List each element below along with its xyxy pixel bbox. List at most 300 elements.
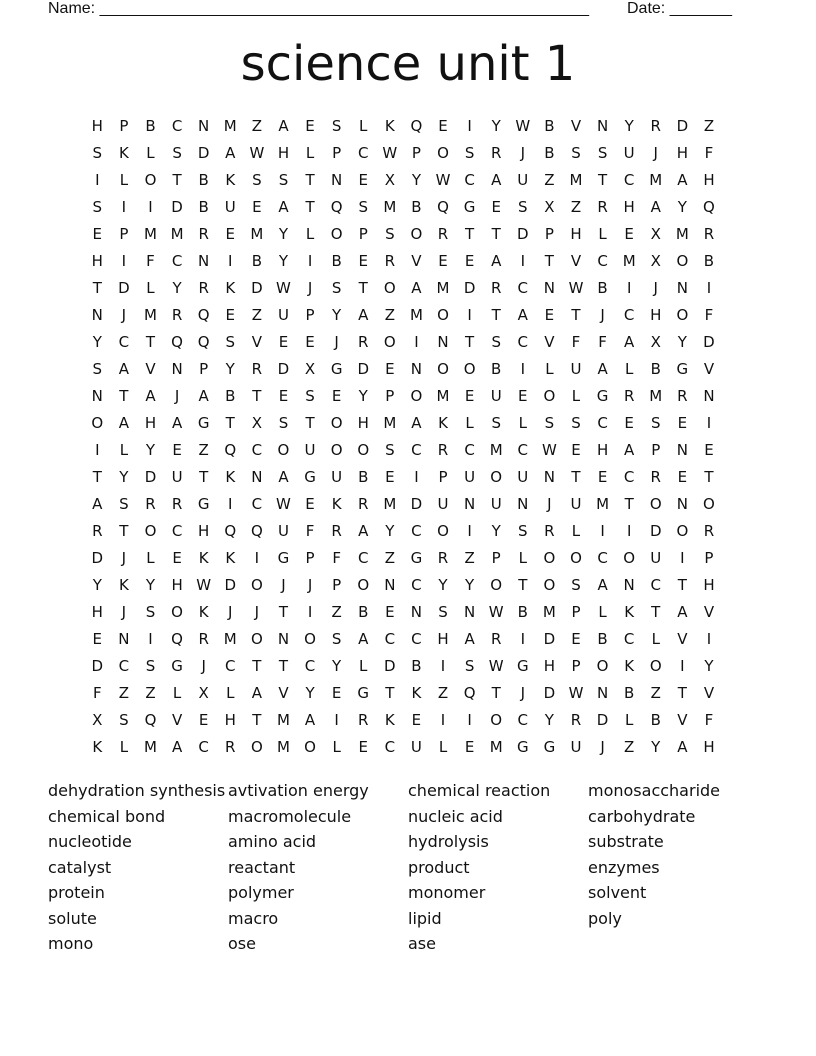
grid-letter[interactable]: H [543,657,556,675]
grid-letter[interactable]: U [437,495,449,513]
grid-letter[interactable]: R [490,630,502,648]
grid-letter[interactable]: R [490,279,502,297]
grid-letter[interactable]: P [385,387,395,405]
grid-letter[interactable]: T [252,387,262,405]
grid-letter[interactable]: S [92,360,103,378]
grid-letter[interactable]: G [277,549,290,567]
grid-letter[interactable]: F [704,144,714,162]
name-field[interactable]: Name: _______________________________________________________ [48,0,589,17]
grid-letter[interactable]: F [598,333,607,351]
grid-letter[interactable]: S [331,279,342,297]
grid-letter[interactable]: Y [491,522,501,540]
grid-letter[interactable]: R [677,387,688,405]
grid-letter[interactable]: R [623,387,635,405]
grid-letter[interactable]: N [703,387,715,405]
grid-letter[interactable]: G [330,360,343,378]
grid-letter[interactable]: O [570,549,582,567]
grid-letter[interactable]: Q [144,711,157,729]
grid-letter[interactable]: C [464,171,475,189]
grid-letter[interactable]: W [276,495,291,513]
grid-letter[interactable]: S [518,522,528,540]
grid-letter[interactable]: S [597,144,608,162]
grid-letter[interactable]: Q [171,630,183,648]
grid-letter[interactable]: A [650,198,661,216]
grid-letter[interactable]: T [385,684,395,702]
grid-letter[interactable]: D [91,657,104,675]
grid-letter[interactable]: E [92,225,103,243]
grid-letter[interactable]: I [307,603,313,621]
grid-letter[interactable]: B [358,603,369,621]
grid-letter[interactable]: Y [119,468,129,486]
grid-letter[interactable]: O [543,387,556,405]
grid-letter[interactable]: O [676,306,689,324]
grid-letter[interactable]: M [144,306,157,324]
grid-letter[interactable]: I [121,198,127,216]
grid-letter[interactable]: E [571,441,581,459]
grid-letter[interactable]: L [305,144,315,162]
grid-letter[interactable]: R [437,225,449,243]
grid-letter[interactable]: N [198,252,210,270]
grid-letter[interactable]: A [411,414,422,432]
grid-letter[interactable]: O [304,738,316,756]
grid-letter[interactable]: W [276,279,291,297]
grid-letter[interactable]: Q [250,522,263,540]
grid-letter[interactable]: Y [624,117,634,135]
grid-letter[interactable]: E [518,387,528,405]
grid-letter[interactable]: T [491,225,501,243]
grid-letter[interactable]: C [171,252,183,270]
grid-letter[interactable]: Y [544,711,554,729]
grid-letter[interactable]: I [307,252,313,270]
grid-letter[interactable]: E [464,387,475,405]
grid-letter[interactable]: I [706,414,712,432]
grid-letter[interactable]: Z [384,549,395,567]
grid-letter[interactable]: O [304,630,316,648]
grid-letter[interactable]: K [198,603,209,621]
grid-letter[interactable]: O [250,738,263,756]
grid-letter[interactable]: S [571,576,581,594]
grid-letter[interactable]: W [435,171,451,189]
grid-letter[interactable]: K [384,117,395,135]
grid-letter[interactable]: T [305,171,315,189]
grid-letter[interactable]: H [570,225,582,243]
grid-letter[interactable]: J [600,306,605,324]
grid-letter[interactable]: N [463,603,476,621]
grid-letter[interactable]: D [649,522,662,540]
grid-letter[interactable]: Z [198,441,209,459]
grid-letter[interactable]: O [410,387,423,405]
grid-letter[interactable]: E [305,495,315,513]
grid-letter[interactable]: T [491,306,501,324]
grid-letter[interactable]: M [383,198,397,216]
grid-letter[interactable]: L [146,549,155,567]
grid-letter[interactable]: D [596,711,609,729]
grid-letter[interactable]: M [144,225,157,243]
grid-letter[interactable]: U [277,306,289,324]
grid-letter[interactable]: N [331,171,343,189]
grid-letter[interactable]: I [520,360,526,378]
grid-letter[interactable]: G [596,387,609,405]
grid-letter[interactable]: A [517,306,528,324]
grid-letter[interactable]: X [304,360,316,378]
grid-letter[interactable]: R [544,522,555,540]
grid-letter[interactable]: T [252,711,262,729]
grid-letter[interactable]: O [490,711,503,729]
grid-letter[interactable]: G [197,495,210,513]
grid-letter[interactable]: I [626,522,632,540]
grid-letter[interactable]: O [277,441,290,459]
grid-letter[interactable]: A [358,630,369,648]
grid-letter[interactable]: I [440,657,446,675]
grid-letter[interactable]: A [278,198,289,216]
grid-letter[interactable]: Y [385,522,395,540]
grid-letter[interactable]: H [91,252,103,270]
grid-letter[interactable]: Q [171,333,183,351]
grid-letter[interactable]: D [197,144,210,162]
grid-letter[interactable]: E [464,738,475,756]
grid-letter[interactable]: M [409,306,423,324]
grid-letter[interactable]: P [651,441,661,459]
grid-letter[interactable]: Y [411,171,421,189]
grid-letter[interactable]: R [198,630,209,648]
grid-letter[interactable]: A [171,414,183,432]
grid-letter[interactable]: D [517,225,529,243]
grid-letter[interactable]: D [410,495,423,513]
grid-letter[interactable]: A [278,468,289,486]
grid-letter[interactable]: P [358,225,368,243]
grid-letter[interactable]: O [357,441,370,459]
grid-letter[interactable]: P [119,117,129,135]
grid-letter[interactable]: Y [145,576,156,594]
grid-letter[interactable]: N [118,630,130,648]
grid-letter[interactable]: C [357,549,369,567]
grid-letter[interactable]: C [597,252,608,270]
grid-letter[interactable]: I [706,279,712,297]
grid-letter[interactable]: H [703,738,715,756]
grid-letter[interactable]: G [357,684,370,702]
grid-letter[interactable]: Z [118,684,130,702]
grid-letter[interactable]: N [251,468,263,486]
grid-letter[interactable]: E [438,117,448,135]
grid-letter[interactable]: U [224,198,236,216]
grid-letter[interactable]: E [198,711,209,729]
grid-letter[interactable]: R [225,738,236,756]
grid-letter[interactable]: B [544,117,555,135]
grid-letter[interactable]: I [95,441,100,459]
grid-letter[interactable]: H [623,198,635,216]
grid-letter[interactable]: C [384,738,396,756]
grid-letter[interactable]: O [676,252,689,270]
grid-letter[interactable]: O [250,576,263,594]
grid-letter[interactable]: N [676,495,688,513]
grid-letter[interactable]: A [145,387,156,405]
grid-letter[interactable]: B [358,468,369,486]
grid-letter[interactable]: K [118,144,129,162]
grid-letter[interactable]: P [491,549,501,567]
grid-letter[interactable]: I [467,117,472,135]
grid-letter[interactable]: T [677,684,687,702]
grid-letter[interactable]: L [146,279,155,297]
grid-letter[interactable]: A [358,306,369,324]
grid-letter[interactable]: E [571,630,581,648]
grid-letter[interactable]: I [467,522,472,540]
grid-letter[interactable]: A [92,495,103,513]
grid-letter[interactable]: M [250,225,264,243]
grid-letter[interactable]: U [490,495,502,513]
grid-letter[interactable]: E [172,441,182,459]
grid-letter[interactable]: C [411,576,422,594]
grid-letter[interactable]: K [118,576,129,594]
grid-letter[interactable]: U [517,468,529,486]
grid-letter[interactable]: T [305,198,315,216]
grid-letter[interactable]: H [198,522,210,540]
grid-letter[interactable]: R [145,495,156,513]
grid-letter[interactable]: M [436,387,450,405]
grid-letter[interactable]: T [544,252,554,270]
grid-letter[interactable]: B [517,603,528,621]
grid-letter[interactable]: C [118,333,130,351]
grid-letter[interactable]: U [464,468,476,486]
grid-letter[interactable]: E [358,252,368,270]
grid-letter[interactable]: A [464,630,475,648]
grid-letter[interactable]: Q [330,198,343,216]
grid-letter[interactable]: S [145,603,156,621]
grid-letter[interactable]: O [383,279,396,297]
grid-letter[interactable]: D [543,630,556,648]
grid-letter[interactable]: R [251,360,263,378]
grid-letter[interactable]: X [198,684,209,702]
grid-letter[interactable]: P [305,549,315,567]
grid-letter[interactable]: J [121,603,127,621]
grid-letter[interactable]: K [225,549,236,567]
grid-letter[interactable]: Z [384,306,395,324]
grid-letter[interactable]: B [331,252,342,270]
grid-letter[interactable]: M [649,387,663,405]
grid-letter[interactable]: G [463,198,476,216]
grid-letter[interactable]: J [520,144,526,162]
grid-letter[interactable]: S [172,144,182,162]
grid-letter[interactable]: L [119,171,129,189]
grid-letter[interactable]: I [414,468,419,486]
grid-letter[interactable]: C [411,630,422,648]
grid-letter[interactable]: P [411,144,421,162]
grid-letter[interactable]: E [305,117,315,135]
grid-letter[interactable]: U [410,738,422,756]
grid-letter[interactable]: K [225,279,236,297]
grid-letter[interactable]: C [198,738,209,756]
grid-letter[interactable]: F [332,549,341,567]
grid-letter[interactable]: J [520,684,526,702]
grid-letter[interactable]: N [384,576,396,594]
grid-letter[interactable]: G [197,414,210,432]
grid-letter[interactable]: S [331,630,342,648]
grid-letter[interactable]: Y [677,198,687,216]
grid-letter[interactable]: M [383,495,397,513]
grid-letter[interactable]: M [569,171,583,189]
grid-letter[interactable]: T [278,603,289,621]
grid-letter[interactable]: K [92,738,103,756]
grid-letter[interactable]: N [623,576,635,594]
grid-letter[interactable]: L [545,360,554,378]
grid-letter[interactable]: I [414,333,419,351]
grid-letter[interactable]: C [251,495,263,513]
grid-letter[interactable]: M [223,630,237,648]
grid-letter[interactable]: J [334,333,339,351]
grid-letter[interactable]: L [651,630,660,648]
grid-letter[interactable]: H [171,576,183,594]
grid-letter[interactable]: G [516,657,529,675]
grid-letter[interactable]: T [172,171,182,189]
grid-letter[interactable]: N [676,279,688,297]
grid-letter[interactable]: L [332,738,341,756]
grid-letter[interactable]: Z [331,603,342,621]
grid-letter[interactable]: O [437,522,449,540]
grid-letter[interactable]: C [597,414,608,432]
grid-letter[interactable]: S [358,198,368,216]
grid-letter[interactable]: T [305,414,315,432]
grid-letter[interactable]: U [171,468,183,486]
grid-letter[interactable]: R [703,522,715,540]
grid-letter[interactable]: Y [358,387,368,405]
grid-letter[interactable]: P [571,657,581,675]
grid-letter[interactable]: K [331,495,342,513]
grid-letter[interactable]: T [119,522,129,540]
grid-letter[interactable]: B [198,198,209,216]
grid-letter[interactable]: T [597,171,608,189]
grid-letter[interactable]: I [121,252,127,270]
grid-letter[interactable]: C [650,576,661,594]
grid-letter[interactable]: E [491,198,501,216]
grid-letter[interactable]: E [438,252,448,270]
grid-letter[interactable]: M [383,414,397,432]
grid-letter[interactable]: A [677,171,688,189]
grid-letter[interactable]: O [623,549,636,567]
grid-letter[interactable]: A [677,603,688,621]
grid-letter[interactable]: H [91,603,103,621]
grid-letter[interactable]: E [385,603,395,621]
grid-letter[interactable]: P [332,576,342,594]
grid-letter[interactable]: T [358,279,368,297]
grid-letter[interactable]: C [623,306,635,324]
grid-letter[interactable]: Y [145,441,156,459]
grid-letter[interactable]: D [91,549,104,567]
grid-letter[interactable]: S [491,333,501,351]
grid-letter[interactable]: S [278,171,289,189]
grid-letter[interactable]: D [357,360,370,378]
grid-letter[interactable]: P [438,468,448,486]
grid-letter[interactable]: S [518,198,528,216]
grid-letter[interactable]: V [278,684,289,702]
grid-letter[interactable]: J [174,387,180,405]
grid-letter[interactable]: U [277,522,289,540]
grid-letter[interactable]: S [544,414,555,432]
grid-letter[interactable]: Z [464,549,475,567]
grid-letter[interactable]: L [226,684,235,702]
grid-letter[interactable]: W [488,657,504,675]
grid-letter[interactable]: A [624,333,635,351]
grid-letter[interactable]: Y [92,576,102,594]
grid-letter[interactable]: E [225,225,235,243]
grid-letter[interactable]: J [228,603,233,621]
grid-letter[interactable]: V [411,252,422,270]
grid-letter[interactable]: B [145,117,156,135]
grid-letter[interactable]: Z [544,171,555,189]
grid-letter[interactable]: M [622,252,636,270]
grid-letter[interactable]: O [463,360,476,378]
grid-letter[interactable]: X [650,225,661,243]
grid-letter[interactable]: E [624,414,634,432]
grid-letter[interactable]: H [357,414,369,432]
grid-letter[interactable]: Z [624,738,635,756]
grid-letter[interactable]: V [703,360,715,378]
grid-letter[interactable]: S [305,387,315,405]
grid-letter[interactable]: N [463,495,476,513]
grid-letter[interactable]: L [305,225,315,243]
grid-letter[interactable]: D [463,279,476,297]
grid-letter[interactable]: S [651,414,661,432]
grid-letter[interactable]: R [703,225,715,243]
grid-letter[interactable]: D [676,117,689,135]
grid-letter[interactable]: W [541,441,557,459]
grid-letter[interactable]: U [650,549,662,567]
grid-letter[interactable]: S [119,711,129,729]
grid-letter[interactable]: R [198,225,209,243]
grid-letter[interactable]: X [251,414,262,432]
grid-letter[interactable]: Y [92,333,102,351]
grid-letter[interactable]: Y [491,117,501,135]
grid-letter[interactable]: D [251,279,263,297]
grid-letter[interactable]: U [570,495,582,513]
grid-letter[interactable]: A [491,171,502,189]
grid-letter[interactable]: S [464,657,475,675]
grid-letter[interactable]: B [703,252,715,270]
grid-letter[interactable]: C [384,630,396,648]
grid-letter[interactable]: J [307,576,313,594]
grid-letter[interactable]: D [543,684,556,702]
grid-letter[interactable]: J [201,657,206,675]
grid-letter[interactable]: B [597,630,608,648]
grid-letter[interactable]: N [171,360,183,378]
grid-letter[interactable]: C [357,144,369,162]
grid-letter[interactable]: I [254,549,260,567]
grid-letter[interactable]: N [596,117,609,135]
grid-letter[interactable]: O [144,171,157,189]
grid-letter[interactable]: N [596,684,609,702]
grid-letter[interactable]: J [600,738,605,756]
grid-letter[interactable]: S [92,144,103,162]
grid-letter[interactable]: R [437,441,449,459]
grid-letter[interactable]: U [331,468,343,486]
grid-letter[interactable]: Q [437,198,449,216]
grid-letter[interactable]: P [119,225,129,243]
grid-letter[interactable]: L [518,549,527,567]
grid-letter[interactable]: N [517,495,529,513]
grid-letter[interactable]: I [600,522,605,540]
grid-letter[interactable]: O [543,576,556,594]
grid-letter[interactable]: S [278,414,289,432]
grid-letter[interactable]: O [490,468,503,486]
grid-letter[interactable]: R [331,522,342,540]
grid-letter[interactable]: H [437,630,449,648]
grid-letter[interactable]: O [703,495,715,513]
date-field[interactable]: Date: _______ [627,0,732,17]
grid-letter[interactable]: E [278,387,289,405]
grid-letter[interactable]: M [223,117,237,135]
grid-letter[interactable]: Z [251,306,262,324]
grid-letter[interactable]: I [680,549,685,567]
grid-letter[interactable]: C [411,441,422,459]
grid-letter[interactable]: J [307,279,313,297]
